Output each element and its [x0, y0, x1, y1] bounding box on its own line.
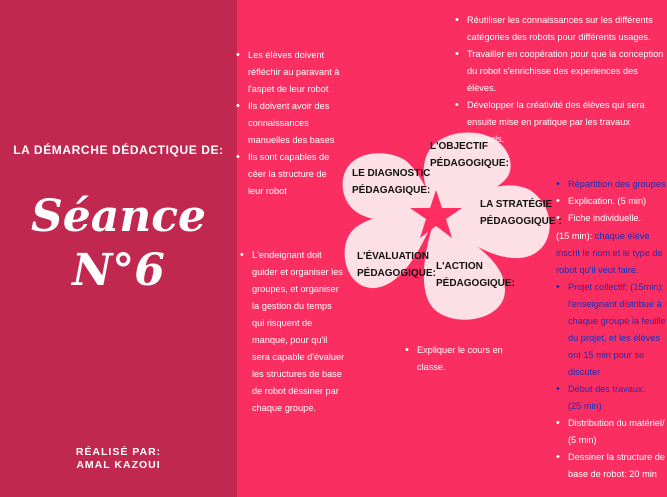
list-item: • L'endeignant doit guider et organiser les groupes, et organiser la gestion du temps qui risquent de manque, pour qu'il sera capable d'évaluer les structures de base de robot déssiner par chaque groupe. — [240, 247, 350, 417]
subtitle: LA DÉMARCHE DÉDACTIQUE DE: — [13, 143, 224, 157]
author-name: AMAL KAZOUI — [76, 459, 161, 471]
list-item: • Projet collectif: (15min): l'enseignant distribue à chaque groupe la feuille du projet, et les élèves ont 15 min pour se discuter — [556, 279, 667, 381]
label-strategie: LA STRATÉGIE PÉDAGOGIQUE : — [480, 199, 562, 227]
label-evaluation: L'ÉVALUATION PÉDAGOGIQUE: — [357, 251, 436, 279]
diagnostic-list — [236, 47, 346, 200]
list-item: • Expliquer le cours en classe. — [405, 342, 515, 376]
label-diagnostic: LE DIAGNOSTIC PÉDAGAGIQUE: — [352, 168, 431, 196]
objectif-list — [455, 12, 667, 148]
list-item: • Explication. (5 min) — [556, 193, 667, 210]
action-list — [405, 342, 515, 376]
title-line-1: Séance — [30, 191, 207, 242]
evaluation-list — [240, 247, 350, 417]
list-item: • Ils doivent avoir des connaissances manuelles des bases — [236, 98, 346, 149]
list-item: • Fiche individuelle. — [556, 210, 667, 227]
title-line-2: N°6 — [72, 245, 165, 296]
strategie-list — [556, 176, 667, 227]
list-item: • Ils sont capables de céer la structure de leur robot — [236, 149, 346, 200]
label-action: L'ACTION PÉDAGOGIQUE: — [436, 261, 515, 289]
list-item: • Travailler en coopération pour que la conception du robot s'enrichisse des experiences des élèves. — [455, 46, 667, 97]
credit-label: RÉALISÉ PAR: — [75, 446, 162, 458]
list-item: • Réutiliser les connaissances sur les différents catégories des robots pour différents usages. — [455, 12, 667, 46]
list-item: • Développer la créativité des élèves qui sera ensuite mise en pratique par les travaux manuels. — [455, 97, 667, 148]
list-item: • Répartition des groupes — [556, 176, 667, 193]
label-objectif: L'OBJECTIF PÉDAGOGIQUE: — [430, 141, 509, 169]
list-item: • Dessiner la structure de base de robot: 20 min — [556, 449, 667, 483]
strategie-fiche-detail: (15 min): chaque élève inscrit le nom et le type de robot qu'il veut faire. — [556, 231, 663, 275]
list-item: • Les élèves doivent réfléchir au paravant à l'aspet de leur robot — [236, 47, 346, 98]
list-item: • Début des travaux: (25 min) — [556, 381, 667, 415]
strategie-list-2 — [556, 279, 667, 483]
list-item: • Distribution du matériel/ (5 min) — [556, 415, 667, 449]
